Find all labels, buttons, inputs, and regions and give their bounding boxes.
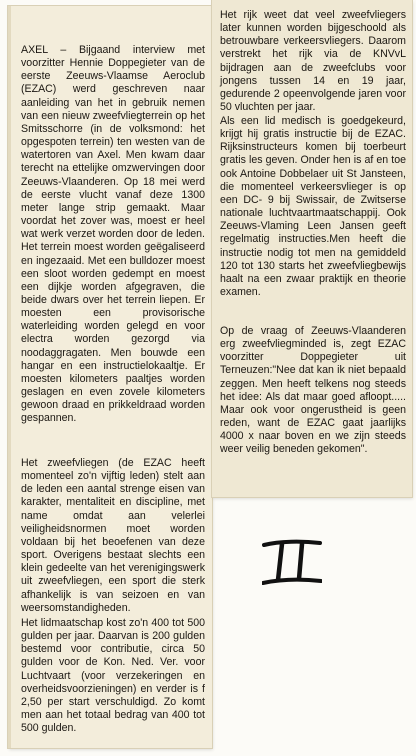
newspaper-clipping-left	[8, 6, 212, 748]
clipping-edge	[8, 6, 11, 748]
article-paragraph-state-funding: Het rijk weet dat veel zweefvliegers later kunnen worden bijgeschoold als betrouwbare verkeersvliegers. Daarom verstrekt het rijk via de KNVvL bijdragen aan de zweefclubs voor jongens tussen 14 en 19 jaar, gedurende 2 opeenvolgende jaren voor 50 vluchten per jaar.	[220, 9, 406, 114]
article-paragraph-instruction: Als een lid medisch is goedgekeurd, krijgt hij gratis instructie bij de EZAC. Rijksinstructeurs komen bij toerbeurt gratis les geven. Onder hen is af en toe ook Antoine Dobbelaer uit St Jansteen, die momenteel verkeersvlieger is op een DC- 9 bij Swissair, de Zwitserse nationale luchtvaartmaatschappij. Ook Zeeuws-Vlaming Leen Jansen geeft regelmatig instructies.Men heeft die instructie nodig tot men na gemiddeld 120 tot 130 starts het zweefvliegbewijs haalt na een zwaar praktijk en theorie examen.	[220, 115, 406, 299]
handwritten-numeral	[262, 538, 322, 586]
article-paragraph-intro: AXEL – Bijgaand interview met voorzitter Hennie Doppegieter van de eerste Zeeuws-Vlaamse Aeroclub (EZAC) werd geschreven naar aanleiding van het in gebruik nemen van een nieuw zweefvliegterrein op het Smitsschorre (in de volksmond: het opgespoten terrein) ten westen van de watertoren van Axel. Men kwam daar terecht na ettelijke omzwervingen door Zeeuws-Vlaanderen. Op 18 mei werd de eerste vlucht vanaf deze 1300 meter lange strip gemaakt. Maar voordat het zover was, moest er heel wat werk verzet worden door de leden. Het terrein moest worden geëgaliseerd en ingezaaid. Met een bulldozer moest een sloot worden gedempt en moest een dijkje worden afgegraven, die beide dwars over het terrein liepen. Er moesten een provisorische waterleiding worden gelegd en voor electra worden gezorgd via noodaggragaten. Men bouwde een hangar en een instructielokaaltje. Er moesten kilometers paaltjes worden geslagen en even zovele kilometers gewoon draad en prikkeldraad worden gespannen.	[21, 44, 205, 425]
article-paragraph-membership-rules: Het zweefvliegen (de EZAC heeft momenteel zo'n vijftig leden) stelt aan de leden een aantal strenge eisen van karakter, mentaliteit en discipline, met name omdat aan velerlei veiligheidsnormen moet worden voldaan bij het beoefenen van deze sport. Overigens bestaat slechts een klein gedeelte van het verenigingswerk uit zweefvliegen, een sport die sterk afhankelijk is van seizoen en van weersomstandigheden.	[21, 457, 205, 614]
article-paragraph-quote: Op de vraag of Zeeuws-Vlaanderen erg zweefvliegminded is, zegt EZAC voorzitter Doppegieter uit Terneuzen:"Nee dat kan ik niet bepaald zeggen. Men heeft telkens nog steeds het idee: Als dat maar goed afloopt..... Maar ook voor ongerustheid is geen reden, want de EZAC gaat jaarlijks 4000 x naar boven en we zijn steeds weer veilig beneden gekomen".	[220, 325, 406, 456]
article-paragraph-costs: Het lidmaatschap kost zo'n 400 tot 500 gulden per jaar. Daarvan is 200 gulden bestemd voor contributie, circa 50 gulden voor de Kon. Ned. Ver. voor Luchtvaart (voor verzekeringen en overheidsvoorzieningen) en verder is f 2,50 per start verschuldigd. Zo komt men aan het totaal bedrag van 400 tot 500 gulden.	[21, 617, 205, 735]
newspaper-clipping-right	[212, 0, 412, 497]
